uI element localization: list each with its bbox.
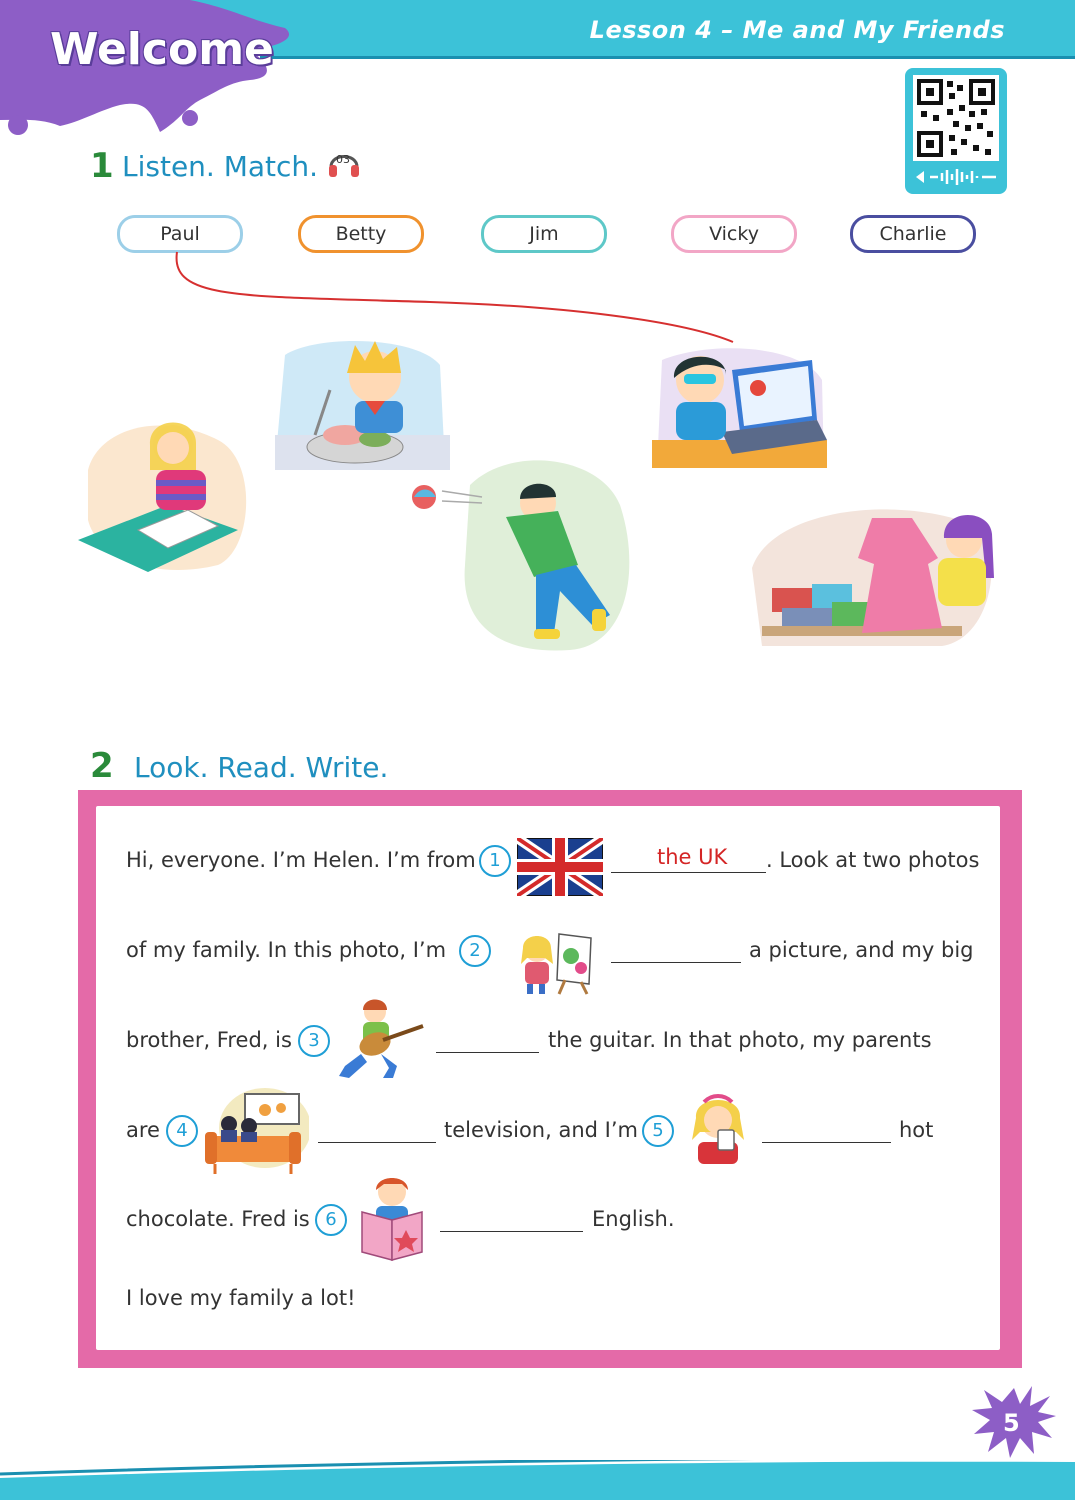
match-line: [177, 252, 733, 342]
picture-boy-computer[interactable]: [652, 340, 827, 470]
picture-girl-dress[interactable]: [742, 498, 997, 648]
text-line-4a: are: [126, 1118, 160, 1142]
section-1-title: Listen. Match.: [122, 150, 319, 183]
girl-drinking-icon: [688, 1090, 752, 1166]
text-line-2a: of my family. In this photo, I’m: [126, 938, 447, 962]
text-line-4b: television, and I’m: [444, 1118, 638, 1142]
number-circle-5: 5: [642, 1115, 674, 1147]
text-line-6: I love my family a lot!: [126, 1286, 356, 1310]
lesson-title: Lesson 4 – Me and My Friends: [589, 16, 1005, 44]
text-line-5b: English.: [592, 1207, 675, 1231]
name-pill-jim[interactable]: Jim: [481, 215, 607, 253]
answer-blank-4[interactable]: [318, 1118, 436, 1143]
answer-blank-6[interactable]: [440, 1207, 583, 1232]
text-line-3a: brother, Fred, is: [126, 1028, 292, 1052]
name-pill-betty[interactable]: Betty: [298, 215, 424, 253]
text-line-4c: hot: [899, 1118, 934, 1142]
girl-painting-icon: [515, 928, 597, 996]
number-circle-2: 2: [459, 935, 491, 967]
picture-boy-throwing[interactable]: [410, 445, 645, 655]
text-line-3b: the guitar. In that photo, my parents: [548, 1028, 932, 1052]
text-line-1a: Hi, everyone. I’m Helen. I’m from: [126, 848, 476, 872]
number-circle-3: 3: [298, 1025, 330, 1057]
number-circle-6: 6: [315, 1204, 347, 1236]
section-1-number: 1: [90, 146, 114, 186]
name-pill-paul[interactable]: Paul: [117, 215, 243, 253]
answer-blank-2[interactable]: [611, 938, 741, 963]
answer-blank-1[interactable]: [611, 845, 766, 873]
answer-blank-5[interactable]: [762, 1118, 891, 1143]
uk-flag-icon: [517, 838, 603, 896]
answer-blank-3[interactable]: [436, 1028, 539, 1053]
number-circle-4: 4: [166, 1115, 198, 1147]
picture-girl-drawing[interactable]: [78, 410, 253, 575]
parents-tv-icon: [205, 1088, 309, 1176]
bottom-wave: [0, 1460, 1075, 1500]
welcome-title: Welcome: [50, 24, 274, 75]
text-line-5a: chocolate. Fred is: [126, 1207, 310, 1231]
section-2-number: 2: [90, 746, 114, 786]
name-pill-charlie[interactable]: Charlie: [850, 215, 976, 253]
name-pill-vicky[interactable]: Vicky: [671, 215, 797, 253]
boy-guitar-icon: [333, 996, 425, 1080]
track-number: 03: [336, 153, 350, 166]
text-line-1b: . Look at two photos: [766, 848, 980, 872]
text-line-2b: a picture, and my big: [749, 938, 974, 962]
number-circle-1: 1: [479, 845, 511, 877]
page-number: 5: [1003, 1409, 1020, 1437]
section-2-title: Look. Read. Write.: [134, 751, 389, 784]
boy-reading-icon: [356, 1172, 428, 1264]
answer-1: the UK: [657, 845, 728, 869]
